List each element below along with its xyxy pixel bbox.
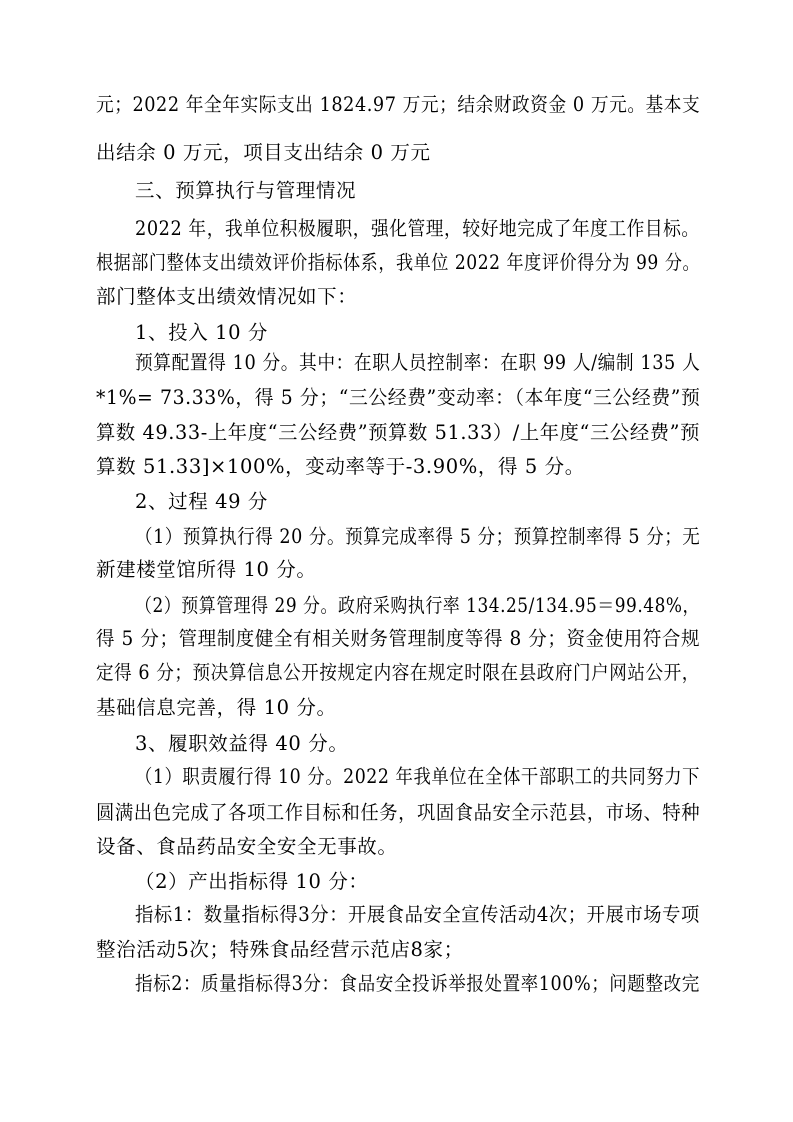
text-line: 圆满出色完成了各项工作目标和任务，巩固食品安全示范县，市场、特种 — [96, 801, 701, 824]
text-line: 算数 51.33]×100%，变动率等于-3.90%，得 5 分。 — [96, 455, 585, 478]
text-line: 设备、食品药品安全安全无事故。 — [96, 835, 398, 858]
text-line: 指标1：数量指标得3分：开展食品安全宣传活动4次；开展市场专项 — [135, 903, 700, 926]
text-line: （1）预算执行得 20 分。预算完成率得 5 分；预算控制率得 5 分；无 — [135, 525, 701, 548]
text-line: 定得 6 分；预决算信息公开按规定内容在规定时限在县政府门户网站公开， — [96, 661, 700, 684]
subsection-heading: 2、过程 49 分 — [135, 490, 269, 513]
text-line: 2022 年，我单位积极履职，强化管理，较好地完成了年度工作目标。 — [135, 217, 700, 240]
text-line: 指标2：质量指标得3分：食品安全投诉举报处置率100%；问题整改完 — [135, 972, 700, 995]
text-line: 基础信息完善，得 10 分。 — [96, 696, 337, 719]
text-line: （2）产出指标得 10 分： — [135, 870, 369, 893]
text-line: 部门整体支出绩效情况如下： — [96, 285, 358, 308]
text-line: 算数 49.33-上年度“三公经费”预算数 51.33）/上年度“三公经费”预 — [96, 421, 701, 444]
subsection-heading: 1、投入 10 分 — [135, 321, 269, 344]
subsection-heading: 3、履职效益得 40 分。 — [135, 732, 349, 755]
text-line: 预算配置得 10 分。其中：在职人员控制率：在职 99 人/编制 135 人 — [135, 351, 701, 374]
text-line: （2）预算管理得 29 分。政府采购执行率 134.25/134.95＝99.48%， — [135, 594, 700, 617]
text-line: 得 5 分；管理制度健全有相关财务管理制度等得 8 分；资金使用符合规 — [96, 627, 701, 650]
text-line: *1%= 73.33%，得 5 分；“三公经费”变动率：（本年度“三公经费”预 — [96, 386, 701, 409]
text-line: 出结余 0 万元，项目支出结余 0 万元 — [96, 141, 431, 164]
section-heading: 三、预算执行与管理情况 — [135, 179, 357, 202]
text-line: 新建楼堂馆所得 10 分。 — [96, 558, 317, 581]
text-line: 元；2022 年全年实际支出 1824.97 万元；结余财政资金 0 万元。基本支 — [96, 93, 701, 116]
text-line: 根据部门整体支出绩效评价指标体系，我单位 2022 年度评价得分为 99 分。 — [96, 251, 701, 274]
text-line: （1）职责履行得 10 分。2022 年我单位在全体干部职工的共同努力下 — [135, 765, 701, 788]
text-line: 整治活动5次；特殊食品经营示范店8家； — [96, 938, 464, 961]
